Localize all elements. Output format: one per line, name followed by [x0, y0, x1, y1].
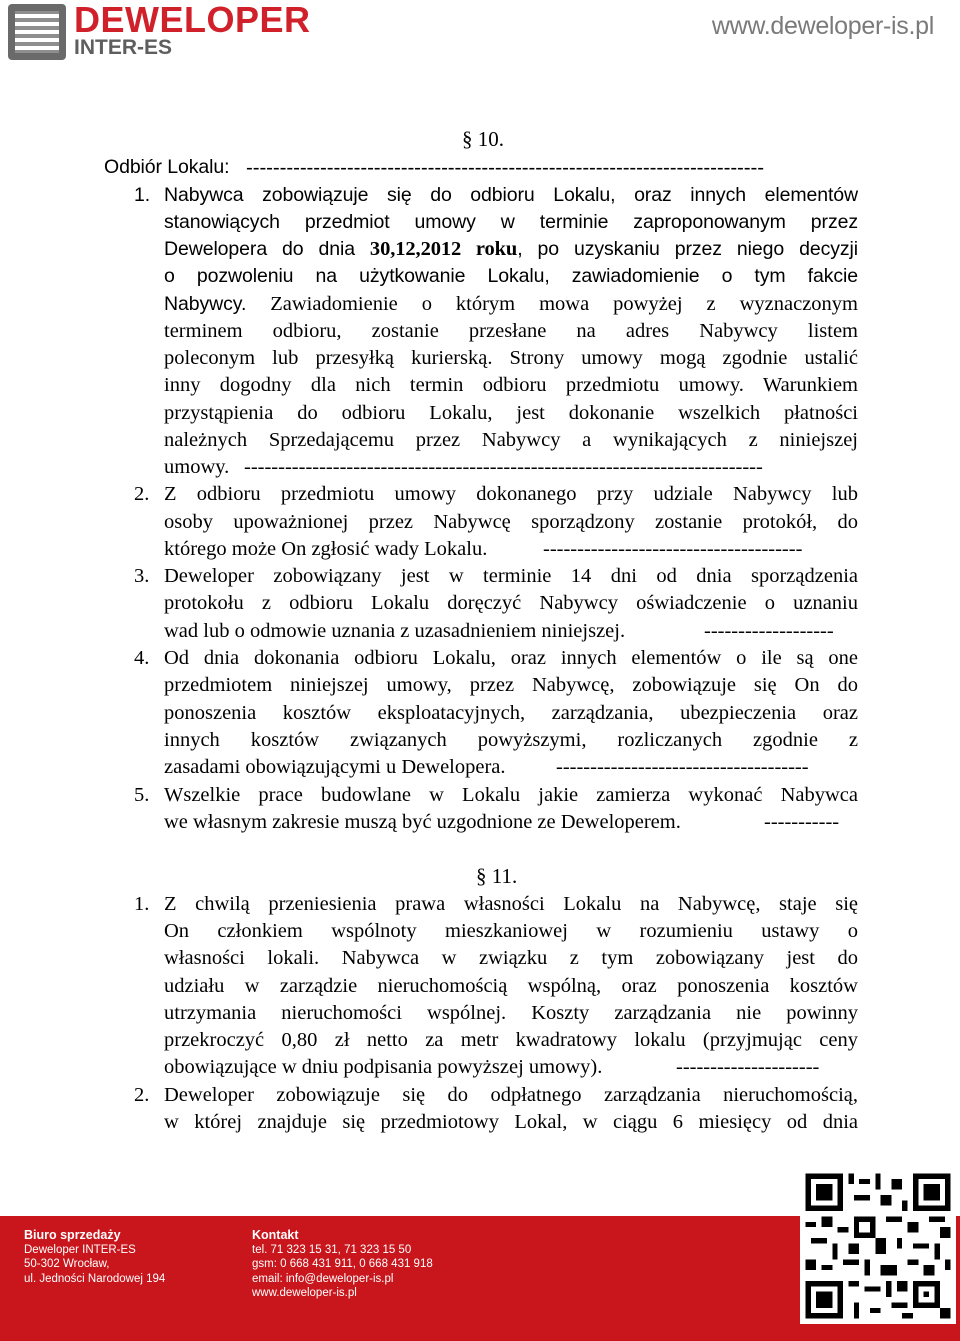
item-10-3-line-1: Deweloper zobowiązany jest w terminie 14 dni od dnia sporządzenia — [164, 565, 858, 587]
item-10-1-line-3a: Dewelopera do dnia — [164, 238, 370, 260]
item-10-1-line-6: terminem odbioru, zostanie przesłane na adres Nabywcy listem — [164, 320, 858, 342]
contact-website[interactable]: www.deweloper-is.pl — [252, 1287, 357, 1299]
item-10-4-dashes: ------------------------------------- — [556, 756, 809, 778]
item-10-1-line-5 — [164, 291, 858, 318]
item-10-5-line-1: Wszelkie prace budowlane w Lokalu jakie zamierza wykonać Nabywca — [164, 784, 858, 806]
item-11-1-line-1: Z chwilą przeniesienia prawa własności Lokalu na Nabywcę, staje się — [164, 893, 858, 915]
item-11-1-number: 1. — [134, 893, 150, 915]
item-11-1-dashes: --------------------- — [676, 1056, 820, 1078]
website-link[interactable]: www.deweloper-is.pl — [711, 12, 934, 40]
item-10-1-line-7: poleconym lub przesyłką kurierską. Strony umowy mogą zgodnie ustalić — [164, 347, 858, 369]
item-10-3-dashes: ------------------- — [704, 620, 834, 642]
item-10-5-dashes: ----------- — [764, 811, 840, 833]
item-10-1-line-10: należnych Sprzedającemu przez Nabywcy a wynikających z niniejszej — [164, 429, 858, 451]
item-10-1-line-3c: , po uzyskaniu przez niego decyzji — [517, 238, 858, 260]
section-11-heading: § 11. — [476, 864, 518, 888]
item-11-2-line-1: Deweloper zobowiązuje się do odpłatnego zarządzania nieruchomością, — [164, 1084, 858, 1106]
section-10-title: Odbiór Lokalu: — [104, 156, 230, 178]
item-11-1-line-5: utrzymania nieruchomości wspólnej. Koszty zarządzania nie powinny — [164, 1002, 858, 1024]
sales-office-line-1: Deweloper INTER-ES — [24, 1243, 136, 1256]
item-11-1-line-3: własności lokali. Nabywca w związku z tym zobowiązany jest do — [164, 947, 858, 969]
item-10-1-number: 1. — [134, 184, 151, 206]
item-10-1-line-4: o pozwoleniu na użytkowanie Lokalu, zawiadomienie o tym fakcie — [164, 265, 858, 287]
item-10-1-line-11: umowy. — [164, 456, 230, 478]
item-10-2-dashes: -------------------------------------- — [543, 538, 803, 560]
deadline-date: 30,12,2012 roku — [369, 238, 518, 260]
item-10-1-line-3 — [164, 236, 858, 263]
brand-subtitle: INTER-ES — [74, 36, 173, 59]
item-10-4-line-4: innych kosztów związanych powyższymi, rozliczanych zgodnie z — [164, 729, 858, 751]
item-10-1-line-2: stanowiących przedmiot umowy w terminie zaproponowanym przez — [164, 211, 858, 233]
item-10-1-dashes: ---------------------------------------------------------------------------- — [244, 456, 763, 478]
company-logo — [8, 0, 311, 62]
sales-office-line-3: ul. Jedności Narodowej 194 — [24, 1272, 166, 1285]
item-10-4-line-1: Od dnia dokonania odbioru Lokalu, oraz innych elementów o ile są one — [164, 647, 858, 669]
item-10-1-line-5a: Nabywcy. — [164, 293, 247, 315]
item-10-1-line-9: przystąpienia do odbioru Lokalu, jest dokonanie wszelkich płatności — [164, 402, 858, 424]
item-11-2-line-2: w której znajduje się przedmiotowy Lokal, w ciągu 6 miesięcy od dnia — [164, 1111, 858, 1133]
item-10-1-line-1: Nabywca zobowiązuje się do odbioru Lokalu, oraz innych elementów — [164, 184, 858, 206]
item-10-1-line-8: inny dogodny dla nich termin odbioru przedmiotu umowy. Warunkiem — [164, 374, 858, 396]
qr-code-icon[interactable] — [800, 1168, 956, 1324]
contact-title: Kontakt — [252, 1228, 299, 1242]
contact-info — [252, 1228, 433, 1301]
item-10-2-line-1: Z odbioru przedmiotu umowy dokonanego przy udziale Nabywcy lub — [164, 483, 858, 505]
item-10-4-line-3: ponoszenia kosztów eksploatacyjnych, zarządzania, ubezpieczenia oraz — [164, 702, 858, 724]
item-10-5-number: 5. — [134, 784, 150, 806]
brand-name: DEWELOPER — [74, 0, 311, 40]
item-10-4-number: 4. — [134, 647, 150, 669]
item-10-1-line-5b: Zawiadomienie o którym mowa powyżej z wyznaczonym — [246, 293, 858, 315]
sales-office-line-2: 50-302 Wrocław, — [24, 1258, 110, 1270]
sales-office-info — [24, 1228, 165, 1286]
item-10-3-line-3: wad lub o odmowie uznania z uzasadnieniem niniejszej. — [164, 620, 626, 642]
item-11-1-line-6: przekroczyć 0,80 zł netto za metr kwadratowy lokalu (przyjmując ceny — [164, 1029, 858, 1051]
item-10-4-line-2: przedmiotem niniejszej umowy, przez Nabywcę, zobowiązuje się On do — [164, 674, 858, 696]
item-11-1-line-2: On członkiem wspólnoty mieszkaniowej w rozumieniu ustawy o — [164, 920, 858, 942]
contact-email[interactable]: email: info@deweloper-is.pl — [252, 1272, 394, 1285]
item-10-3-number: 3. — [134, 565, 150, 587]
item-10-4-line-5: zasadami obowiązującymi u Dewelopera. — [164, 756, 506, 778]
item-11-1-line-4: udziału w zarządzie nieruchomością wspólną, oraz ponoszenia kosztów — [164, 975, 858, 997]
item-10-2-line-2: osoby upoważnionej przez Nabywcę sporządzony zostanie protokół, do — [164, 511, 858, 533]
contact-phone: tel. 71 323 15 31, 71 323 15 50 — [252, 1243, 412, 1256]
logo-mark-icon — [8, 4, 66, 60]
contact-gsm: gsm: 0 668 431 911, 0 668 431 918 — [252, 1258, 433, 1270]
item-11-1-line-7: obowiązujące w dniu podpisania powyższej umowy). — [164, 1056, 603, 1078]
item-10-2-line-3: którego może On zgłosić wady Lokalu. — [164, 538, 488, 560]
item-10-2-number: 2. — [134, 483, 150, 505]
item-10-5-line-2: we własnym zakresie muszą być uzgodnione ze Deweloperem. — [164, 811, 681, 833]
section-10-title-dashes: ----------------------------------------------------------------------------- — [246, 156, 764, 179]
sales-office-title: Biuro sprzedaży — [24, 1228, 121, 1242]
item-11-2-number: 2. — [134, 1084, 150, 1106]
item-10-3-line-2: protokołu z odbioru Lokalu doręczyć Nabywcy oświadczenie o uznaniu — [164, 592, 858, 614]
section-10-heading: § 10. — [462, 127, 504, 151]
